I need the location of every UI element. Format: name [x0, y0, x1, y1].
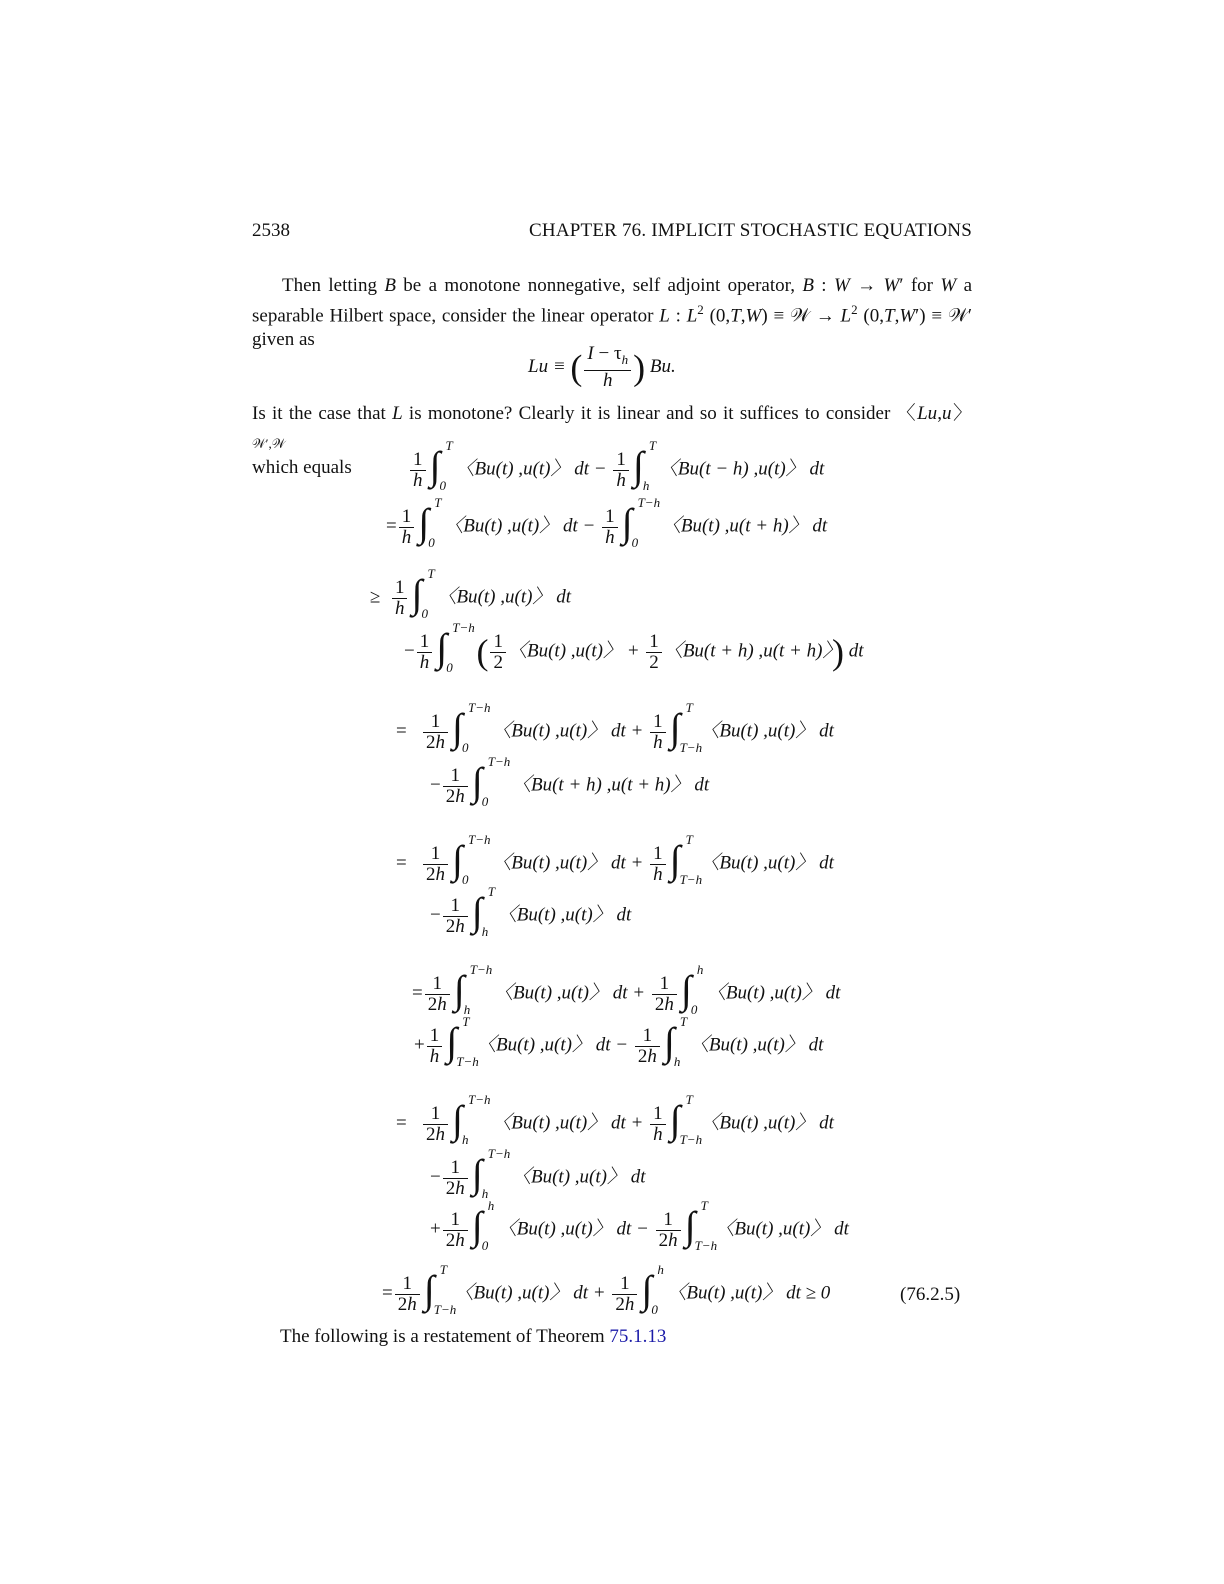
- question-paragraph: Is it the case that L is monotone? Clearly it is linear and so it suffices to consider 〈Lu,u〉$_{𝒲',𝒲}$ which equals: [252, 403, 972, 478]
- theorem-link[interactable]: 75.1.13: [609, 1326, 667, 1347]
- derivation-line-3: ≥ $\frac{1}{h}$ ∫ T 0 〈Bu(t) ,u(t)〉 dt: [370, 566, 571, 621]
- derivation-line-10: + $\frac{1}{h}$ ∫ T T−h 〈Bu(t) ,u(t)〉 dt − $\frac{1}{2h}$ ∫ T h 〈Bu(t) ,u(t)〉 dt: [414, 1014, 824, 1069]
- equation-number: (76.2.5): [900, 1284, 961, 1305]
- derivation-line-13: + $\frac{1}{2h}$ ∫ h 0 〈Bu(t) ,u(t)〉 dt − $\frac{1}{2h}$ ∫ T T−h 〈Bu(t) ,u(t)〉 dt: [430, 1198, 849, 1253]
- derivation-line-11: = $\frac{1}{2h}$ ∫ T−h h 〈Bu(t) ,u(t)〉 dt + $\frac{1}{h}$ ∫ T T−h 〈Bu(t) ,u(t)〉 dt: [396, 1092, 834, 1147]
- derivation-line-6: − $\frac{1}{2h}$ ∫ T−h 0 〈Bu(t + h) ,u(t + h)〉 dt: [430, 754, 710, 809]
- derivation-line-7: = $\frac{1}{2h}$ ∫ T−h 0 〈Bu(t) ,u(t)〉 dt + $\frac{1}{h}$ ∫ T T−h 〈Bu(t) ,u(t)〉 dt: [396, 832, 834, 887]
- definition-equation: Lu ≡ ( $\frac{I - \tau_h}{h}$ ) Bu.: [528, 343, 676, 391]
- closing-text: The following is a restatement of Theorem: [280, 1326, 610, 1347]
- intro-paragraph: Then letting B be a monotone nonnegative, self adjoint operator, B : W → W′ for W a separable Hilbert space, consider the linear operator L : $L^2$ (0,T,W) ≡ 𝒲 → $L^2$ (0,T,W′) ≡ 𝒲′ given as: [252, 275, 973, 351]
- derivation-line-5: = $\frac{1}{2h}$ ∫ T−h 0 〈Bu(t) ,u(t)〉 dt + $\frac{1}{h}$ ∫ T T−h 〈Bu(t) ,u(t)〉 dt: [396, 700, 834, 755]
- closing-sentence: [280, 1326, 666, 1348]
- derivation-line-9: = $\frac{1}{2h}$ ∫ T−h h 〈Bu(t) ,u(t)〉 dt + $\frac{1}{2h}$ ∫ h 0 〈Bu(t) ,u(t)〉 dt: [412, 962, 841, 1017]
- page-header: [252, 220, 972, 246]
- derivation-line-2: = $\frac{1}{h}$ ∫ T 0 〈Bu(t) ,u(t)〉 dt − $\frac{1}{h}$ ∫ T−h 0 〈Bu(t) ,u(t + h)〉 dt: [386, 495, 828, 550]
- derivation-line-4: − $\frac{1}{h}$ ∫ T−h 0 ( $\frac{1}{2}$ 〈Bu(t) ,u(t)〉 + $\frac{1}{2}$ 〈Bu(t + h) ,u(t + h)〉) dt: [404, 620, 864, 675]
- derivation-line-1: $\frac{1}{h}$ ∫ T 0 〈Bu(t) ,u(t)〉 dt − $\frac{1}{h}$ ∫ T h 〈Bu(t − h) ,u(t)〉 dt: [408, 446, 824, 494]
- chapter-title: CHAPTER 76. IMPLICIT STOCHASTIC EQUATIONS: [529, 220, 972, 241]
- derivation-line-14: = $\frac{1}{2h}$ ∫ T T−h 〈Bu(t) ,u(t)〉 dt + $\frac{1}{2h}$ ∫ h 0 〈Bu(t) ,u(t)〉 dt ≥ 0: [382, 1262, 831, 1317]
- page-number: 2538: [252, 220, 290, 241]
- derivation-line-8: − $\frac{1}{2h}$ ∫ T h 〈Bu(t) ,u(t)〉 dt: [430, 884, 632, 939]
- derivation-line-12: − $\frac{1}{2h}$ ∫ T−h h 〈Bu(t) ,u(t)〉 dt: [430, 1146, 646, 1201]
